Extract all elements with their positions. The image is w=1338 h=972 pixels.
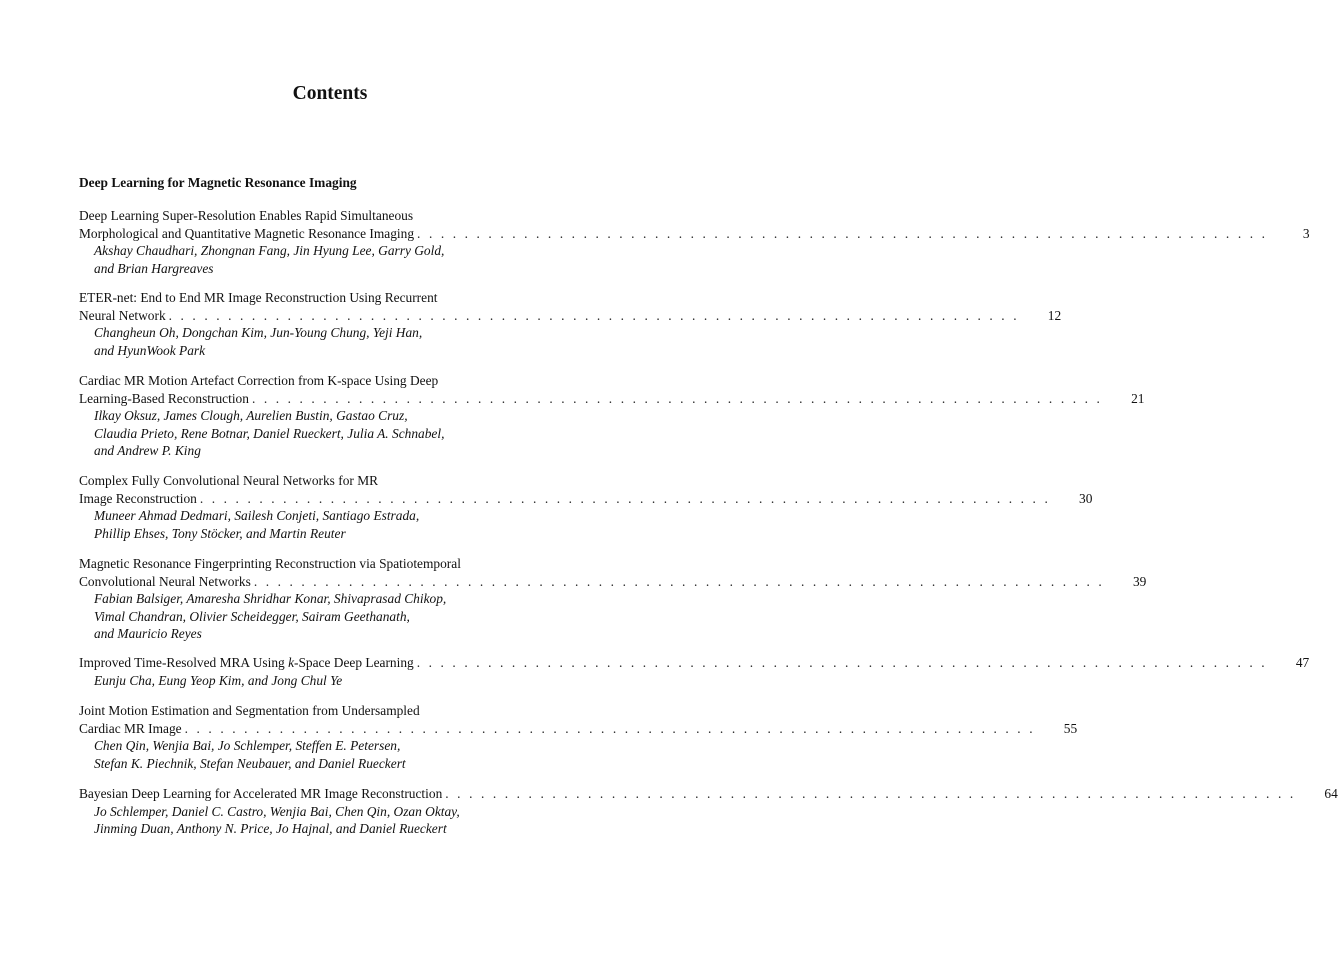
entry-authors: Stefan K. Piechnik, Stefan Neubauer, and Daniel Rueckert (94, 755, 406, 771)
toc-entry (79, 555, 1147, 643)
toc-entry (79, 702, 1078, 772)
entry-authors: Fabian Balsiger, Amaresha Shridhar Konar, Shivaprasad Chikop, (94, 591, 447, 606)
dot-leader: . . . . . . . . . . . . . . . . . . . . . . . . . . . . . . . . . . . . . . . . . . . . . . . . . . . . . . . . . . . . . . . . . . . . . . . . (253, 573, 1105, 589)
entry-authors: Phillip Ehses, Tony Stöcker, and Martin Reuter (94, 525, 346, 541)
page-number: 3 (1302, 225, 1310, 241)
entry-title-row[interactable] (79, 785, 1338, 803)
page-number: 12 (1047, 307, 1062, 323)
page-number: 64 (1324, 786, 1338, 801)
section-heading: Deep Learning for Magnetic Resonance Imaging (79, 175, 357, 190)
dot-leader: . . . . . . . . . . . . . . . . . . . . . . . . . . . . . . . . . . . . . . . . . . . . . . . . . . . . . . . . . . . . . . . . . . . . . . . . (168, 307, 1020, 323)
entry-title-line (79, 654, 414, 672)
entry-title-line: ETER-net: End to End MR Image Reconstruction Using Recurrent (79, 290, 438, 305)
entry-title-row[interactable] (79, 654, 1310, 672)
page-number: 21 (1131, 390, 1145, 406)
toc-entry (79, 472, 1093, 542)
page-number: 30 (1079, 490, 1093, 506)
entry-title-line: Image Reconstruction (79, 490, 197, 506)
entry-title-row[interactable] (79, 573, 1147, 591)
entry-title-line: Learning-Based Reconstruction (79, 390, 249, 406)
page-number: 55 (1063, 720, 1078, 736)
entry-authors: Muneer Ahmad Dedmari, Sailesh Conjeti, Santiago Estrada, (94, 508, 420, 523)
toc-entry (79, 372, 1145, 460)
dot-leader: . . . . . . . . . . . . . . . . . . . . . . . . . . . . . . . . . . . . . . . . . . . . . . . . . . . . . . . . . . . . . . . . . . . . . . . . (251, 390, 1103, 406)
entry-title-row[interactable] (79, 390, 1145, 408)
dot-leader: . . . . . . . . . . . . . . . . . . . . . . . . . . . . . . . . . . . . . . . . . . . . . . . . . . . . . . . . . . . . . . . . . . . . . . . . (184, 720, 1036, 736)
entry-authors: Akshay Chaudhari, Zhongnan Fang, Jin Hyung Lee, Garry Gold, (94, 243, 445, 258)
dot-leader: . . . . . . . . . . . . . . . . . . . . . . . . . . . . . . . . . . . . . . . . . . . . . . . . . . . . . . . . . . . . . . . . . . . . . . . . (417, 225, 1268, 241)
dot-leader: . . . . . . . . . . . . . . . . . . . . . . . . . . . . . . . . . . . . . . . . . . . . . . . . . . . . . . . . . . . . . . . . . . . . . . . . (416, 655, 1268, 670)
entry-authors: and Mauricio Reyes (94, 626, 202, 641)
entry-title-row[interactable] (79, 307, 1062, 325)
entry-title-part: k (288, 655, 295, 670)
entry-authors: Changheun Oh, Dongchan Kim, Jun-Young Chung, Yeji Han, (94, 325, 423, 340)
toc-entry (79, 289, 1062, 359)
entry-title-line: Bayesian Deep Learning for Accelerated MR Image Reconstruction (79, 786, 443, 801)
entry-title-line: Convolutional Neural Networks (79, 573, 251, 589)
entry-authors: Ilkay Oksuz, James Clough, Aurelien Bustin, Gastao Cruz, (94, 408, 408, 423)
entry-authors: and Brian Hargreaves (94, 260, 214, 276)
toc-entry (79, 207, 1310, 277)
entry-authors: Jo Schlemper, Daniel C. Castro, Wenjia Bai, Chen Qin, Ozan Oktay, (94, 803, 460, 819)
page-number: 47 (1295, 655, 1310, 670)
dot-leader: . . . . . . . . . . . . . . . . . . . . . . . . . . . . . . . . . . . . . . . . . . . . . . . . . . . . . . . . . . . . . . . . . . . . . . . . (199, 490, 1051, 506)
page-title: Contents (292, 83, 368, 104)
entry-title-line: Deep Learning Super-Resolution Enables Rapid Simultaneous (79, 208, 414, 223)
page-number: 39 (1132, 573, 1147, 589)
entry-authors: and HyunWook Park (94, 342, 206, 358)
toc-entry (79, 785, 1338, 838)
entry-title-row[interactable] (79, 225, 1310, 243)
entry-title-row[interactable] (79, 720, 1078, 738)
entry-authors: Claudia Prieto, Rene Botnar, Daniel Rueckert, Julia A. Schnabel, (94, 425, 445, 441)
entry-title-line: Joint Motion Estimation and Segmentation from Undersampled (79, 703, 420, 718)
entry-title-line: Complex Fully Convolutional Neural Networks for MR (79, 473, 379, 488)
entry-title-row[interactable] (79, 490, 1093, 508)
entry-authors: Jinming Duan, Anthony N. Price, Jo Hajnal, and Daniel Rueckert (94, 821, 447, 836)
entry-title-line: Neural Network (79, 307, 166, 323)
entry-title-line: Magnetic Resonance Fingerprinting Reconstruction via Spatiotemporal (79, 556, 461, 571)
entry-authors: Eunju Cha, Eung Yeop Kim, and Jong Chul Ye (94, 672, 343, 688)
entry-authors: Chen Qin, Wenjia Bai, Jo Schlemper, Steffen E. Petersen, (94, 738, 401, 753)
entry-title-line: Cardiac MR Motion Artefact Correction from K-space Using Deep (79, 373, 439, 388)
toc-entry (79, 654, 1310, 689)
entry-authors: and Andrew P. King (94, 443, 201, 458)
entry-title-line: Cardiac MR Image (79, 720, 182, 736)
dot-leader: . . . . . . . . . . . . . . . . . . . . . . . . . . . . . . . . . . . . . . . . . . . . . . . . . . . . . . . . . . . . . . . . . . . . . . . . (445, 786, 1296, 801)
entry-title-part: -Space Deep Learning (294, 655, 414, 670)
entry-title-part: Improved Time-Resolved MRA Using (79, 655, 289, 670)
entry-title-line: Morphological and Quantitative Magnetic Resonance Imaging (79, 225, 415, 241)
entry-authors: Vimal Chandran, Olivier Scheidegger, Sairam Geethanath, (94, 608, 410, 624)
